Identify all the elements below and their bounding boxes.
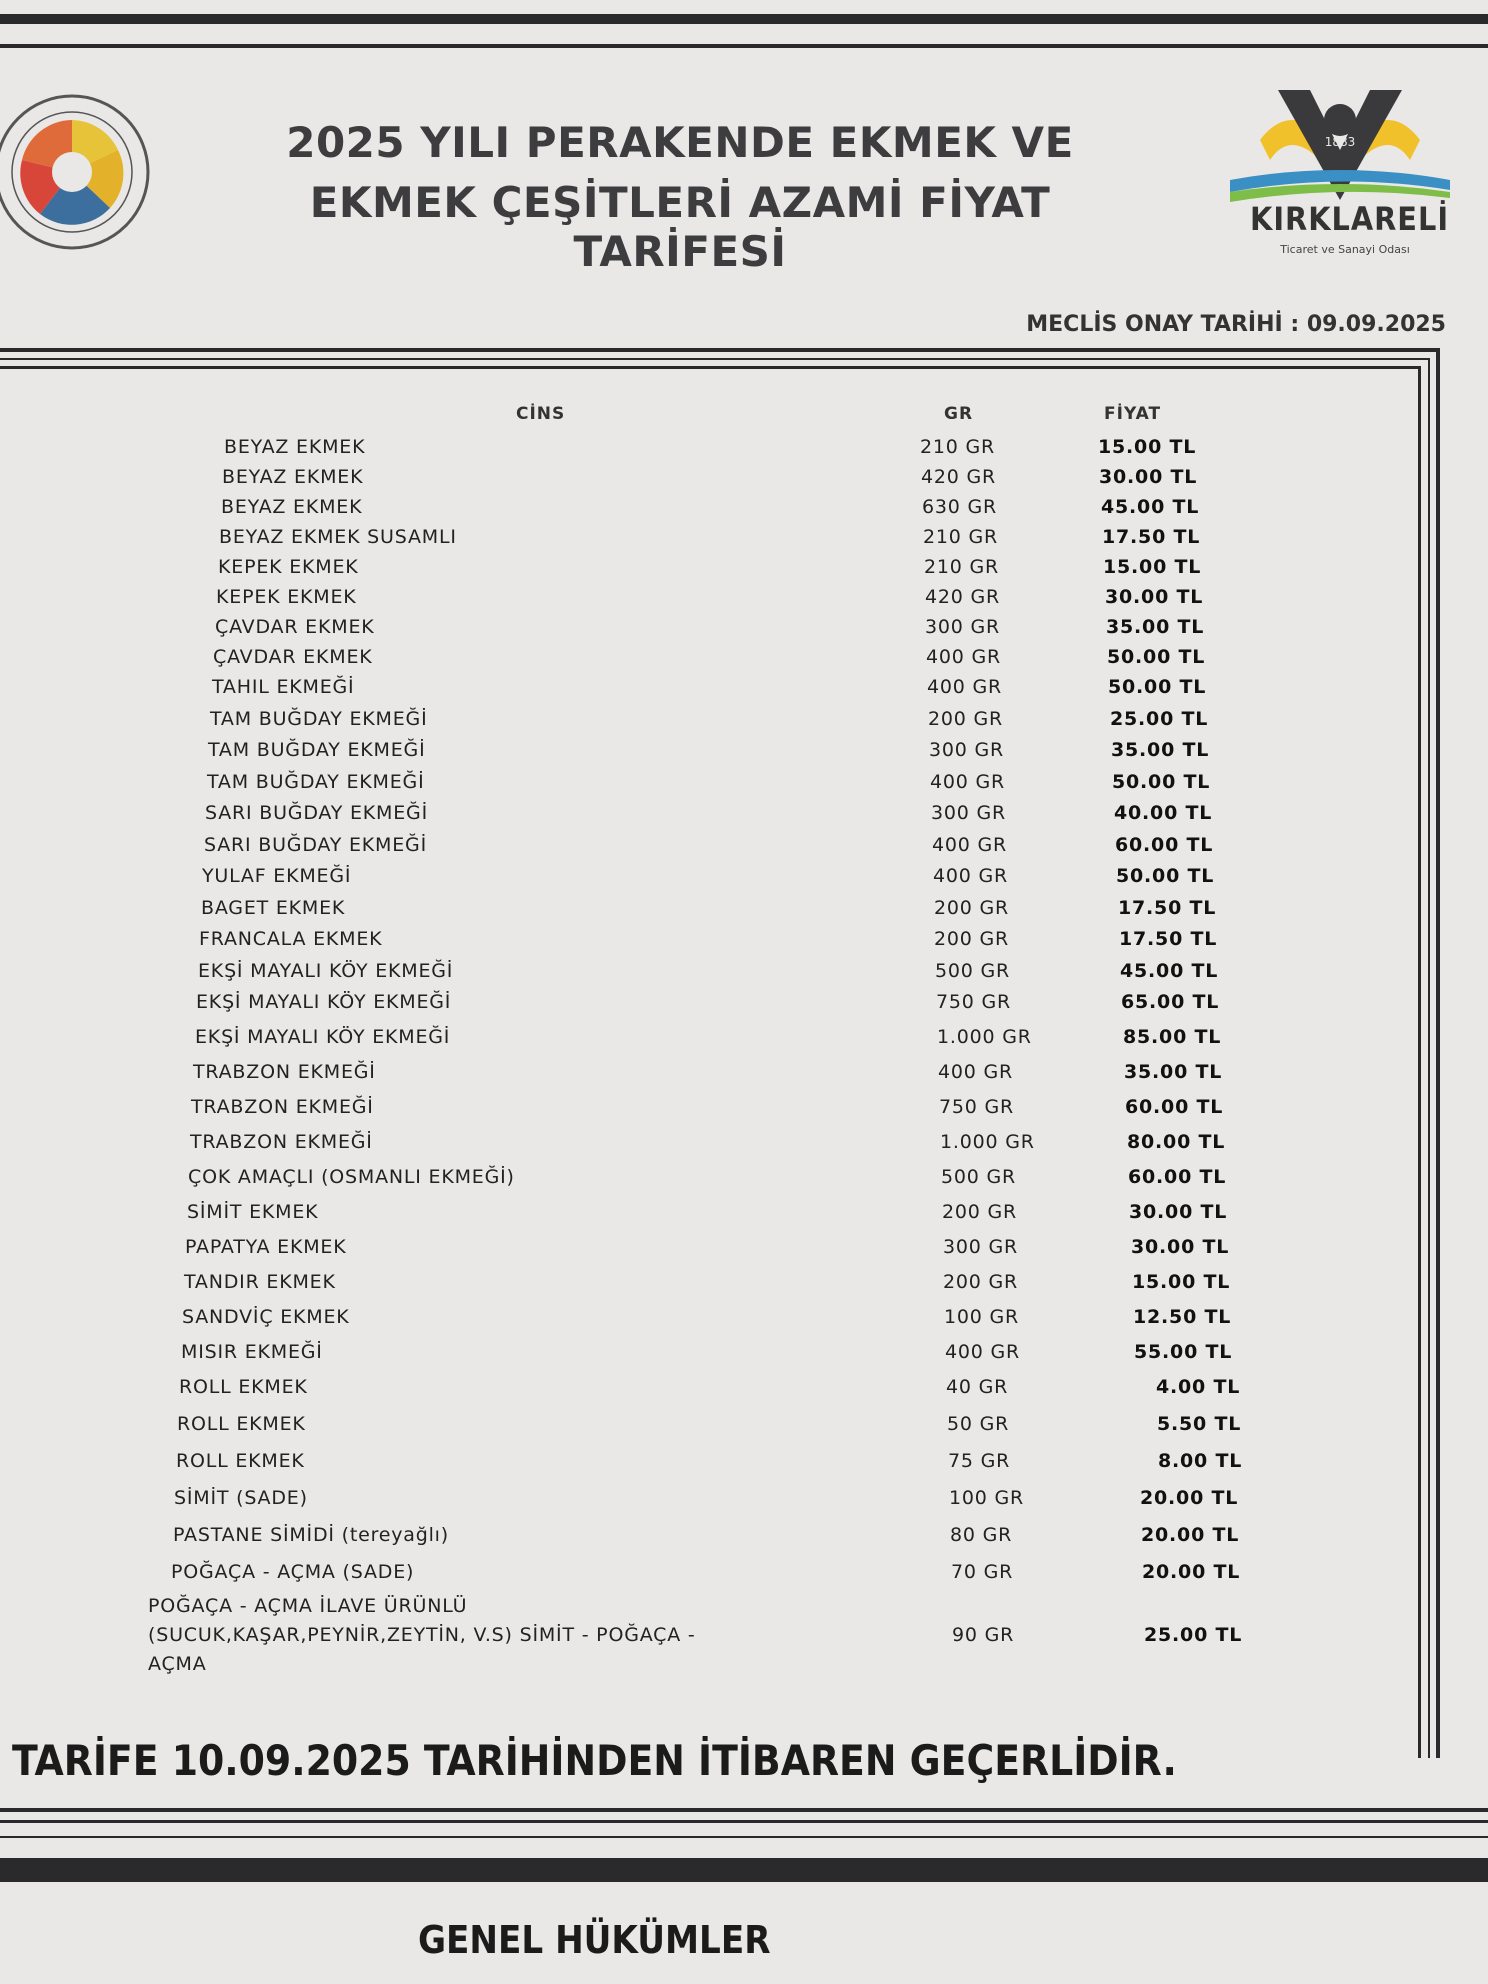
row-fiyat: 30.00 TL [1129, 1201, 1228, 1223]
row-gr: 420 GR [925, 586, 1001, 608]
row-gr: 200 GR [943, 1271, 1019, 1293]
table-row [0, 834, 1400, 864]
row-gr: 40 GR [946, 1376, 1009, 1398]
row-gr: 750 GR [936, 991, 1012, 1013]
table-row [0, 802, 1400, 832]
table-row [0, 1271, 1400, 1301]
row-cins: BEYAZ EKMEK [222, 466, 364, 488]
row-fiyat: 15.00 TL [1098, 436, 1197, 458]
table-row [0, 436, 1400, 466]
title-line-2: EKMEK ÇEŞİTLERİ AZAMİ FİYAT TARİFESİ [309, 178, 1051, 276]
row-gr: 500 GR [935, 959, 1011, 982]
row-fiyat: 5.50 TL [1157, 1413, 1242, 1435]
row-fiyat: 35.00 TL [1111, 739, 1210, 761]
last-fiyat: 25.00 TL [1144, 1624, 1243, 1646]
table-row [0, 466, 1400, 496]
table-row [0, 991, 1400, 1021]
row-fiyat: 20.00 TL [1142, 1561, 1241, 1583]
row-fiyat: 17.50 TL [1118, 896, 1217, 919]
col-header-cins: CİNS [516, 404, 566, 424]
table-row [0, 1341, 1400, 1371]
row-fiyat: 60.00 TL [1125, 1096, 1224, 1118]
row-gr: 500 GR [941, 1166, 1017, 1188]
approval-date: MECLİS ONAY TARİHİ : 09.09.2025 [1026, 312, 1446, 337]
table-row [0, 1413, 1400, 1443]
row-cins: SİMİT EKMEK [187, 1201, 319, 1223]
row-gr: 1.000 GR [937, 1026, 1032, 1048]
row-cins: YULAF EKMEĞİ [202, 865, 352, 887]
row-gr: 400 GR [926, 646, 1002, 668]
row-fiyat: 12.50 TL [1133, 1306, 1232, 1328]
frame-right-2 [1428, 358, 1430, 1758]
frame-top-2 [0, 358, 1430, 360]
row-gr: 750 GR [939, 1096, 1015, 1118]
tobb-logo [0, 90, 155, 255]
row-cins: ÇAVDAR EKMEK [213, 646, 373, 668]
row-cins: TAM BUĞDAY EKMEĞİ [207, 770, 425, 793]
row-gr: 75 GR [948, 1450, 1011, 1472]
table-row [0, 586, 1400, 616]
row-cins: TRABZON EKMEĞİ [191, 1096, 374, 1118]
row-fiyat: 4.00 TL [1156, 1376, 1241, 1398]
frame-right-1 [1436, 348, 1440, 1758]
row-cins: MISIR EKMEĞİ [181, 1341, 323, 1363]
last-gr: 90 GR [952, 1624, 1015, 1646]
row-gr: 200 GR [934, 928, 1010, 950]
bottom-rule-2 [0, 1820, 1488, 1823]
row-fiyat: 20.00 TL [1141, 1524, 1240, 1546]
table-row [0, 676, 1400, 706]
row-cins: SARI BUĞDAY EKMEĞİ [204, 833, 427, 856]
frame-top-3 [0, 366, 1420, 369]
row-fiyat: 8.00 TL [1158, 1450, 1243, 1472]
table-row [0, 1201, 1400, 1231]
row-cins: TAM BUĞDAY EKMEĞİ [208, 739, 426, 761]
row-gr: 70 GR [951, 1561, 1014, 1583]
row-gr: 300 GR [925, 616, 1001, 638]
table-row [0, 616, 1400, 646]
table-row [0, 1026, 1400, 1056]
table-row [0, 1524, 1400, 1554]
last-cins-line-3: AÇMA [148, 1653, 207, 1675]
table-row [0, 897, 1400, 927]
row-cins: BAGET EKMEK [201, 896, 346, 919]
table-row [0, 960, 1400, 990]
row-fiyat: 40.00 TL [1114, 802, 1213, 824]
row-fiyat: 35.00 TL [1106, 616, 1205, 638]
row-fiyat: 45.00 TL [1101, 496, 1200, 518]
row-cins: EKŞİ MAYALI KÖY EKMEĞİ [198, 959, 454, 982]
row-fiyat: 50.00 TL [1112, 770, 1211, 793]
row-gr: 200 GR [928, 707, 1004, 730]
row-gr: 300 GR [929, 739, 1005, 761]
table-row [0, 1376, 1400, 1406]
bottom-rule-1 [0, 1808, 1488, 1812]
table-row [0, 1236, 1400, 1266]
row-gr: 200 GR [942, 1201, 1018, 1223]
table-row [0, 771, 1400, 801]
table-row [0, 928, 1400, 958]
row-gr: 400 GR [927, 676, 1003, 698]
row-cins: BEYAZ EKMEK [224, 436, 366, 458]
row-fiyat: 20.00 TL [1140, 1487, 1239, 1509]
row-fiyat: 17.50 TL [1102, 526, 1201, 548]
logo-year: 1883 [1324, 135, 1356, 149]
table-row [0, 865, 1400, 895]
row-cins: SANDVİÇ EKMEK [182, 1306, 350, 1328]
row-cins: ÇAVDAR EKMEK [215, 616, 375, 638]
row-cins: BEYAZ EKMEK SUSAMLI [219, 526, 457, 548]
row-cins: ÇOK AMAÇLI (OSMANLI EKMEĞİ) [188, 1166, 515, 1188]
row-fiyat: 35.00 TL [1124, 1061, 1223, 1083]
row-fiyat: 15.00 TL [1103, 556, 1202, 578]
row-fiyat: 60.00 TL [1115, 833, 1214, 856]
row-fiyat: 30.00 TL [1099, 466, 1198, 488]
bottom-rule-thick [0, 1858, 1488, 1882]
row-cins: KEPEK EKMEK [218, 556, 359, 578]
table-row [0, 1561, 1400, 1591]
kirklareli-subtitle: Ticaret ve Sanayi Odası [1280, 243, 1410, 256]
row-cins: TRABZON EKMEĞİ [190, 1131, 373, 1153]
row-cins: BEYAZ EKMEK [221, 496, 363, 518]
row-cins: SİMİT (SADE) [174, 1487, 308, 1509]
col-header-gr: GR [944, 404, 974, 424]
row-gr: 400 GR [930, 770, 1006, 793]
row-fiyat: 25.00 TL [1110, 707, 1209, 730]
row-fiyat: 50.00 TL [1107, 646, 1206, 668]
table-row [0, 1166, 1400, 1196]
row-fiyat: 80.00 TL [1127, 1131, 1226, 1153]
table-row [0, 1450, 1400, 1480]
table-row [0, 556, 1400, 586]
row-fiyat: 50.00 TL [1108, 676, 1207, 698]
row-fiyat: 50.00 TL [1116, 865, 1215, 887]
row-cins: TAHIL EKMEĞİ [212, 676, 355, 698]
frame-right-3 [1418, 366, 1421, 1758]
row-gr: 210 GR [920, 436, 996, 458]
row-gr: 630 GR [922, 496, 998, 518]
row-gr: 400 GR [945, 1341, 1021, 1363]
col-header-fiyat: FİYAT [1104, 404, 1162, 424]
table-row [0, 646, 1400, 676]
table-row [0, 496, 1400, 526]
row-fiyat: 55.00 TL [1134, 1341, 1233, 1363]
row-cins: PAPATYA EKMEK [185, 1236, 347, 1258]
row-fiyat: 60.00 TL [1128, 1166, 1227, 1188]
row-cins: TANDIR EKMEK [184, 1271, 336, 1293]
table-row [0, 1061, 1400, 1091]
row-gr: 400 GR [932, 833, 1008, 856]
table-row-last [0, 1624, 1400, 1654]
last-cins-line-2: (SUCUK,KAŞAR,PEYNİR,ZEYTİN, V.S) SİMİT - POĞAÇA - [148, 1624, 696, 1646]
row-gr: 210 GR [924, 556, 1000, 578]
last-cins-line-1: POĞAÇA - AÇMA İLAVE ÜRÜNLÜ [148, 1595, 468, 1617]
row-cins: POĞAÇA - AÇMA (SADE) [171, 1561, 415, 1583]
row-fiyat: 30.00 TL [1105, 586, 1204, 608]
row-cins: ROLL EKMEK [176, 1450, 305, 1472]
title-line-1: 2025 YILI PERAKENDE EKMEK VE [286, 118, 1074, 167]
row-gr: 1.000 GR [940, 1131, 1035, 1153]
table-row [0, 1487, 1400, 1517]
row-cins: FRANCALA EKMEK [199, 928, 383, 950]
row-gr: 100 GR [949, 1487, 1025, 1509]
row-cins: ROLL EKMEK [179, 1376, 308, 1398]
validity-note: TARİFE 10.09.2025 TARİHİNDEN İTİBAREN GEÇERLİDİR. [12, 1736, 1177, 1785]
row-gr: 420 GR [921, 466, 997, 488]
kirklareli-name: KIRKLARELİ [1250, 200, 1450, 238]
frame-top-1 [0, 348, 1440, 352]
row-cins: TRABZON EKMEĞİ [193, 1061, 376, 1083]
table-row [0, 708, 1400, 738]
row-gr: 50 GR [947, 1413, 1010, 1435]
row-cins: EKŞİ MAYALI KÖY EKMEĞİ [196, 991, 452, 1013]
row-cins: ROLL EKMEK [177, 1413, 306, 1435]
row-gr: 300 GR [943, 1236, 1019, 1258]
row-fiyat: 17.50 TL [1119, 928, 1218, 950]
row-gr: 400 GR [938, 1061, 1014, 1083]
row-gr: 200 GR [934, 896, 1010, 919]
table-row [0, 739, 1400, 769]
row-gr: 300 GR [931, 802, 1007, 824]
row-fiyat: 30.00 TL [1131, 1236, 1230, 1258]
table-row [0, 1131, 1400, 1161]
table-row [0, 1306, 1400, 1336]
top-rule-thin [0, 44, 1488, 48]
row-fiyat: 45.00 TL [1120, 959, 1219, 982]
table-row [0, 1096, 1400, 1126]
row-gr: 80 GR [950, 1524, 1013, 1546]
row-fiyat: 15.00 TL [1132, 1271, 1231, 1293]
bottom-rule-3 [0, 1836, 1488, 1838]
row-fiyat: 65.00 TL [1121, 991, 1220, 1013]
row-cins: KEPEK EKMEK [216, 586, 357, 608]
row-gr: 400 GR [933, 865, 1009, 887]
table-row [0, 526, 1400, 556]
row-cins: SARI BUĞDAY EKMEĞİ [205, 802, 428, 824]
row-gr: 100 GR [944, 1306, 1020, 1328]
general-provisions-heading: GENEL HÜKÜMLER [418, 1918, 771, 1962]
row-cins: PASTANE SİMİDİ (tereyağlı) [173, 1524, 449, 1546]
row-fiyat: 85.00 TL [1123, 1026, 1222, 1048]
row-cins: EKŞİ MAYALI KÖY EKMEĞİ [195, 1026, 451, 1048]
top-rule-thick [0, 14, 1488, 24]
row-gr: 210 GR [923, 526, 999, 548]
row-cins: TAM BUĞDAY EKMEĞİ [210, 707, 428, 730]
